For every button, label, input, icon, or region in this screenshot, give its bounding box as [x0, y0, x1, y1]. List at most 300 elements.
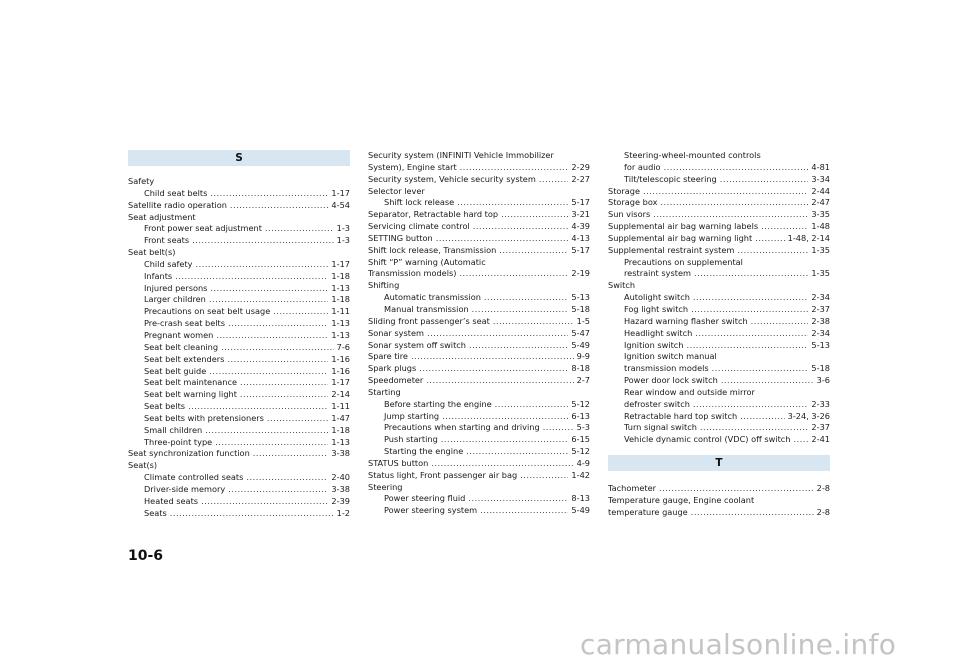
entry-page: 2-38 — [811, 315, 830, 326]
entry-label: SETTING button — [368, 232, 433, 243]
entry-page: 1-16 — [331, 365, 350, 376]
entry-page: 8-13 — [571, 493, 590, 504]
entry-label: Precautions on seat belt usage — [144, 306, 271, 317]
index-entry — [128, 472, 350, 484]
index-entry — [368, 245, 590, 257]
entry-page: 3-21 — [571, 209, 590, 220]
dot-leader — [188, 401, 328, 413]
dot-leader — [253, 448, 329, 460]
entry-page: 1-35 — [811, 268, 830, 279]
entry-page: 3-24, 3-26 — [787, 410, 830, 421]
index-entry — [128, 496, 350, 508]
index-entry — [608, 351, 830, 363]
dot-leader — [643, 186, 808, 198]
dot-leader — [499, 245, 568, 257]
entry-label: Satellite radio operation — [128, 199, 227, 210]
dot-leader — [694, 268, 808, 280]
index-entry — [608, 411, 830, 423]
index-entry — [608, 280, 830, 292]
dot-leader — [221, 342, 334, 354]
dot-leader — [230, 200, 328, 212]
entry-label: Autolight switch — [624, 292, 690, 303]
index-entry — [128, 401, 350, 413]
dot-leader — [265, 223, 334, 235]
entry-page: 1-16 — [331, 353, 350, 364]
entry-page: 2-41 — [811, 434, 830, 445]
dot-leader — [201, 496, 328, 508]
dot-leader — [755, 233, 784, 245]
entry-page: 5-49 — [571, 505, 590, 516]
entry-page: 5-12 — [571, 446, 590, 457]
entry-page: 3-35 — [811, 209, 830, 220]
dot-leader — [484, 292, 569, 304]
index-entry — [128, 448, 350, 460]
index-entry — [368, 257, 590, 269]
entry-label: STATUS button — [368, 457, 429, 468]
entry-page: 1-35 — [811, 244, 830, 255]
dot-leader — [216, 330, 328, 342]
entry-page: 1-47 — [331, 412, 350, 423]
entry-label: Turn signal switch — [624, 422, 697, 433]
index-entry — [368, 221, 590, 233]
entry-page: 1-13 — [331, 329, 350, 340]
index-entry — [368, 304, 590, 316]
entry-label: temperature gauge — [608, 506, 688, 517]
entry-page: 2-27 — [571, 173, 590, 184]
entry-label: Power door lock switch — [624, 375, 718, 386]
entry-page: 1-17 — [331, 377, 350, 388]
entry-label: Retractable hard top switch — [624, 410, 738, 421]
index-entry — [128, 460, 350, 472]
entry-label: Separator, Retractable hard top — [368, 209, 499, 220]
entry-label: Precautions on supplemental — [624, 256, 743, 267]
dot-leader — [660, 197, 808, 209]
entry-label: Larger children — [144, 294, 206, 305]
dot-leader — [426, 375, 573, 387]
dot-leader — [473, 221, 569, 233]
dot-leader — [693, 292, 809, 304]
entry-page: 1-13 — [331, 318, 350, 329]
entry-page: 3-6 — [816, 375, 830, 386]
index-entry — [128, 176, 350, 188]
entry-page: 5-18 — [811, 363, 830, 374]
dot-leader — [209, 294, 329, 306]
entry-label: Power steering system — [384, 505, 478, 516]
index-entry — [608, 422, 830, 434]
entry-label: Fog light switch — [624, 303, 689, 314]
entry-label: Starting — [368, 386, 401, 397]
entry-page: 2-8 — [816, 483, 830, 494]
entry-label: Front power seat adjustment — [144, 223, 262, 234]
entry-label: Spark plugs — [368, 363, 417, 374]
entry-label: Pregnant women — [144, 329, 214, 340]
entry-page: 2-37 — [811, 422, 830, 433]
entry-page: 8-18 — [571, 363, 590, 374]
dot-leader — [721, 375, 814, 387]
index-entry — [608, 233, 830, 245]
entry-label: Tachometer — [608, 483, 656, 494]
entry-page: 1-11 — [331, 401, 350, 412]
dot-leader — [267, 413, 329, 425]
entry-page: 5-17 — [571, 244, 590, 255]
dot-leader — [520, 470, 568, 482]
entry-label: restraint system — [624, 268, 691, 279]
entry-page: 1-17 — [331, 258, 350, 269]
index-entry — [608, 209, 830, 221]
entry-label: Power steering fluid — [384, 493, 466, 504]
entry-label: Rear window and outside mirror — [624, 386, 755, 397]
entry-page: 1-5 — [576, 315, 590, 326]
index-entries — [608, 483, 830, 519]
dot-leader — [460, 162, 569, 174]
entry-label: Vehicle dynamic control (VDC) off switch — [624, 434, 791, 445]
entry-page: 4-54 — [331, 199, 350, 210]
entry-label: Transmission models) — [368, 268, 457, 279]
entry-label: Ignition switch manual — [624, 351, 717, 362]
entry-label: Shift lock release, Transmission — [368, 244, 497, 255]
entry-label: Sonar system — [368, 327, 424, 338]
index-entry — [128, 247, 350, 259]
index-entry — [368, 387, 590, 399]
index-entry — [368, 411, 590, 423]
entry-label: Seat belt extenders — [144, 353, 225, 364]
entry-page: 2-34 — [811, 327, 830, 338]
entry-label: Sonar system off switch — [368, 339, 466, 350]
dot-leader — [170, 508, 334, 520]
entry-label: Jump starting — [384, 410, 440, 421]
entry-label: Tilt/telescopic steering — [624, 173, 717, 184]
entry-label: Seat belt guide — [144, 365, 207, 376]
entry-page: 5-3 — [576, 422, 590, 433]
index-entry — [128, 425, 350, 437]
dot-leader — [210, 283, 328, 295]
index-entry — [608, 483, 830, 495]
entry-label: Spare tire — [368, 351, 408, 362]
entry-label: Seats — [144, 507, 167, 518]
index-entry — [368, 209, 590, 221]
entry-label: Seat belts — [144, 401, 186, 412]
entry-label: Manual transmission — [384, 303, 469, 314]
entry-page: 2-34 — [811, 292, 830, 303]
watermark: carmanualsonline.info — [580, 628, 897, 661]
dot-leader — [246, 472, 328, 484]
dot-leader — [419, 363, 568, 375]
entry-label: Servicing climate control — [368, 221, 470, 232]
entry-page: 1-18 — [331, 424, 350, 435]
entry-label: Seat belt maintenance — [144, 377, 238, 388]
entry-label: Switch — [608, 280, 636, 291]
entry-page: 3-38 — [331, 483, 350, 494]
index-entry — [368, 162, 590, 174]
index-entry — [608, 399, 830, 411]
index-entry — [128, 223, 350, 235]
index-entry — [128, 212, 350, 224]
entry-page: 1-11 — [331, 306, 350, 317]
dot-leader — [459, 268, 568, 280]
index-entry — [608, 328, 830, 340]
entry-label: Shift lock release — [384, 197, 455, 208]
entry-label: Starting the engine — [384, 446, 464, 457]
index-entry — [608, 292, 830, 304]
index-entry — [128, 484, 350, 496]
index-entry — [368, 399, 590, 411]
index-entry — [128, 437, 350, 449]
index-entry — [128, 366, 350, 378]
entry-label: Seat belt cleaning — [144, 341, 219, 352]
entry-label: Sliding front passenger’s seat — [368, 315, 490, 326]
entry-label: Small children — [144, 424, 203, 435]
dot-leader — [468, 493, 568, 505]
index-entry — [368, 316, 590, 328]
index-entry — [128, 259, 350, 271]
entry-label: Headlight switch — [624, 327, 693, 338]
index-entries — [128, 176, 350, 519]
entry-page: 3-38 — [331, 448, 350, 459]
dot-leader — [480, 505, 568, 517]
entry-label: Driver-side memory — [144, 483, 226, 494]
entry-label: Steering — [368, 481, 403, 492]
dot-leader — [751, 316, 809, 328]
index-entry — [128, 235, 350, 247]
entry-label: Seat belt warning light — [144, 389, 237, 400]
index-entry — [368, 482, 590, 494]
index-entry — [368, 233, 590, 245]
index-entry — [608, 434, 830, 446]
index-entries — [608, 150, 830, 446]
entry-label: Precautions when starting and driving — [384, 422, 540, 433]
page-number: 10-6 — [128, 548, 164, 564]
index-entry — [608, 245, 830, 257]
index-entry — [608, 257, 830, 269]
dot-leader — [720, 174, 809, 186]
entry-page: 2-44 — [811, 185, 830, 196]
entry-label: Injured persons — [144, 282, 208, 293]
index-entry — [128, 188, 350, 200]
entry-page: 2-47 — [811, 197, 830, 208]
entry-label: Heated seats — [144, 495, 199, 506]
entry-label: Seat belt(s) — [128, 247, 176, 258]
entry-page: 5-18 — [571, 303, 590, 314]
index-entry — [128, 271, 350, 283]
dot-leader — [411, 351, 574, 363]
entry-label: Storage box — [608, 197, 658, 208]
index-entry — [368, 280, 590, 292]
entry-label: Status light, Front passenger air bag — [368, 469, 518, 480]
dot-leader — [691, 304, 808, 316]
index-entry — [608, 221, 830, 233]
entry-label: Supplemental air bag warning labels — [608, 221, 759, 232]
entry-page: 9-9 — [576, 351, 590, 362]
index-entry — [128, 377, 350, 389]
index-entry — [368, 363, 590, 375]
entry-page: 1-48, 2-14 — [787, 232, 830, 243]
dot-leader — [228, 318, 328, 330]
dot-leader — [539, 174, 569, 186]
entry-page: 2-7 — [576, 375, 590, 386]
dot-leader — [687, 340, 809, 352]
entry-label: Seat belts with pretensioners — [144, 412, 264, 423]
entry-label: Child seat belts — [144, 187, 208, 198]
entry-page: 5-47 — [571, 327, 590, 338]
entry-label: Seat synchronization function — [128, 448, 250, 459]
entry-label: Before starting the engine — [384, 398, 492, 409]
index-entry — [608, 268, 830, 280]
entry-page: 1-17 — [331, 187, 350, 198]
entry-page: 1-3 — [336, 235, 350, 246]
entry-page: 6-13 — [571, 410, 590, 421]
dot-leader — [761, 221, 808, 233]
entry-label: Security system, Vehicle security system — [368, 173, 536, 184]
dot-leader — [495, 399, 569, 411]
entry-page: 2-37 — [811, 303, 830, 314]
index-entry — [608, 507, 830, 519]
dot-leader — [793, 434, 808, 446]
entry-label: defroster switch — [624, 398, 690, 409]
index-column-1 — [128, 150, 350, 519]
entry-label: Ignition switch — [624, 339, 684, 350]
entry-label: Storage — [608, 185, 641, 196]
section-letter-t: T — [608, 455, 830, 471]
dot-leader — [427, 328, 568, 340]
section-letter-s: S — [128, 150, 350, 166]
entry-page: 2-14 — [331, 389, 350, 400]
index-entry — [368, 375, 590, 387]
index-entry — [128, 354, 350, 366]
entry-page: 2-39 — [331, 495, 350, 506]
dot-leader — [659, 483, 814, 495]
entry-page: 5-13 — [571, 292, 590, 303]
index-entries — [368, 150, 590, 517]
index-entry — [368, 197, 590, 209]
index-entry — [608, 316, 830, 328]
index-entry — [608, 387, 830, 399]
dot-leader — [693, 399, 808, 411]
entry-page: 7-6 — [336, 341, 350, 352]
index-entry — [608, 495, 830, 507]
entry-page: 5-12 — [571, 398, 590, 409]
index-entry — [128, 330, 350, 342]
dot-leader — [472, 304, 569, 316]
entry-page: 1-2 — [336, 507, 350, 518]
entry-label: Push starting — [384, 434, 438, 445]
entry-page: 5-49 — [571, 339, 590, 350]
dot-leader — [209, 366, 328, 378]
index-entry — [368, 351, 590, 363]
entry-label: Three-point type — [144, 436, 213, 447]
index-entry — [368, 340, 590, 352]
index-entry — [608, 150, 830, 162]
index-entry — [128, 318, 350, 330]
index-column-3 — [608, 150, 830, 519]
dot-leader — [653, 209, 808, 221]
dot-leader — [215, 437, 328, 449]
index-entry — [608, 186, 830, 198]
index-entry — [368, 292, 590, 304]
dot-leader — [493, 316, 574, 328]
index-entry — [128, 508, 350, 520]
entry-page: 2-8 — [816, 506, 830, 517]
dot-leader — [441, 434, 569, 446]
entry-label: Hazard warning flasher switch — [624, 315, 748, 326]
entry-label: Shifting — [368, 280, 400, 291]
entry-label: Seat(s) — [128, 460, 158, 471]
dot-leader — [205, 425, 328, 437]
index-entry — [128, 294, 350, 306]
entry-label: Climate controlled seats — [144, 472, 244, 483]
entry-label: Speedometer — [368, 375, 424, 386]
index-entry — [128, 200, 350, 212]
dot-leader — [228, 484, 328, 496]
index-entry — [368, 268, 590, 280]
entry-label: Front seats — [144, 235, 190, 246]
entry-page: 1-42 — [571, 469, 590, 480]
dot-leader — [436, 233, 569, 245]
entry-page: 2-29 — [571, 161, 590, 172]
entry-page: 4-9 — [576, 457, 590, 468]
entry-label: Pre-crash seat belts — [144, 318, 226, 329]
entry-label: Shift “P” warning (Automatic — [368, 256, 486, 267]
entry-label: for audio — [624, 161, 661, 172]
entry-page: 2-33 — [811, 398, 830, 409]
entry-page: 1-3 — [336, 223, 350, 234]
index-entry — [128, 413, 350, 425]
index-column-2 — [368, 150, 590, 517]
dot-leader — [740, 411, 784, 423]
dot-leader — [240, 389, 328, 401]
dot-leader — [175, 271, 328, 283]
entry-page: 4-13 — [571, 232, 590, 243]
dot-leader — [469, 340, 568, 352]
entry-page: 5-17 — [571, 197, 590, 208]
index-entry — [368, 446, 590, 458]
dot-leader — [210, 188, 328, 200]
index-entry — [368, 493, 590, 505]
dot-leader — [196, 259, 329, 271]
index-entry — [368, 186, 590, 198]
dot-leader — [700, 422, 808, 434]
index-entry — [368, 434, 590, 446]
dot-leader — [695, 328, 808, 340]
dot-leader — [664, 162, 809, 174]
index-entry — [128, 283, 350, 295]
dot-leader — [543, 422, 574, 434]
index-entry — [368, 505, 590, 517]
entry-page: 4-39 — [571, 221, 590, 232]
entry-label: transmission models — [624, 363, 709, 374]
entry-page: 6-15 — [571, 434, 590, 445]
index-entry — [608, 174, 830, 186]
index-entry — [368, 422, 590, 434]
dot-leader — [691, 507, 814, 519]
dot-leader — [192, 235, 334, 247]
entry-page: 4-81 — [811, 161, 830, 172]
index-entry — [128, 342, 350, 354]
index-entry — [368, 150, 590, 162]
entry-label: Seat adjustment — [128, 211, 196, 222]
index-entry — [368, 470, 590, 482]
index-entry — [608, 340, 830, 352]
entry-label: Automatic transmission — [384, 292, 481, 303]
dot-leader — [227, 354, 328, 366]
index-entry — [128, 389, 350, 401]
index-entry — [608, 363, 830, 375]
entry-label: Child safety — [144, 258, 193, 269]
entry-label: Security system (INFINITI Vehicle Immobilizer — [368, 150, 554, 160]
dot-leader — [431, 458, 573, 470]
entry-label: System), Engine start — [368, 161, 457, 172]
index-entry — [368, 458, 590, 470]
index-entry — [608, 304, 830, 316]
